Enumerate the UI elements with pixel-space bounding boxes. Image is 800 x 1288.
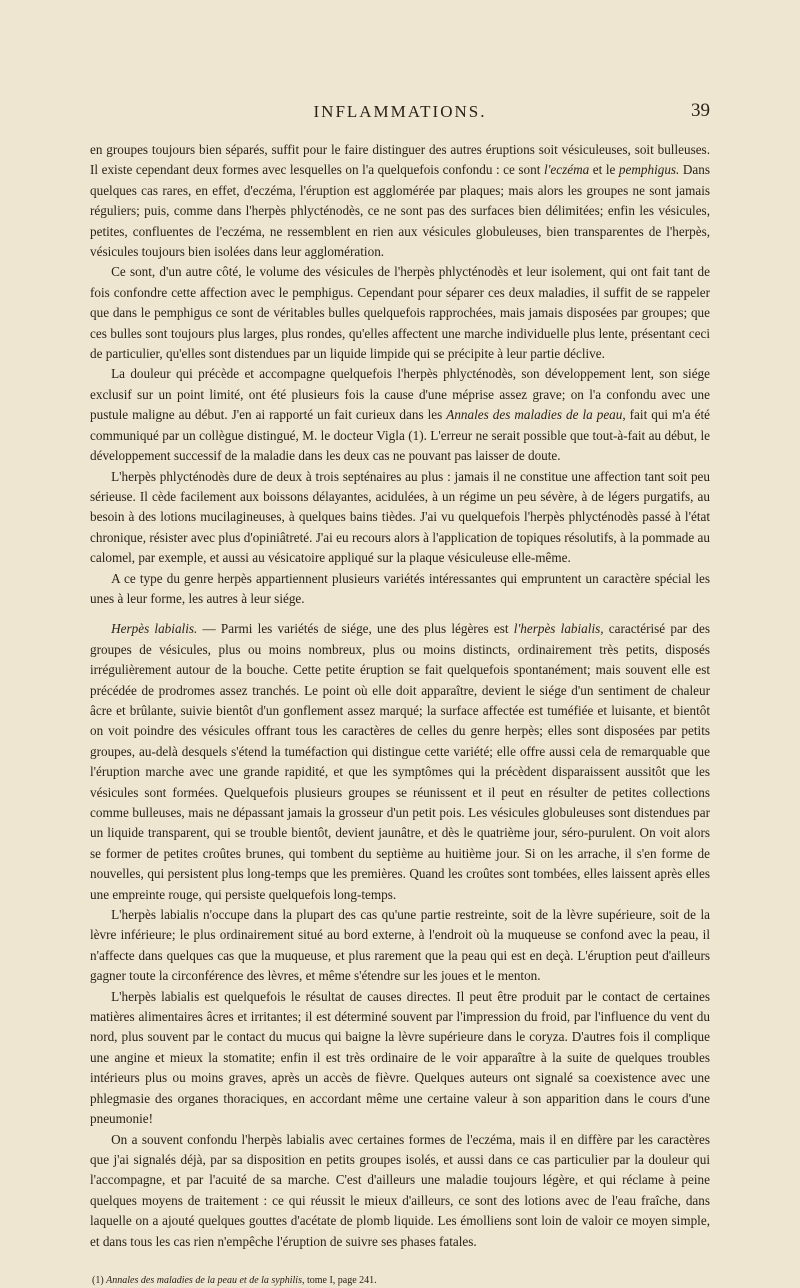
text-run: A ce type du genre herpès appartiennent plusieurs variétés intéressantes qui empruntent un caractère spécial les unes à leur forme, les autres à leur siége.: [90, 570, 710, 606]
text-run: L'herpès labialis est quelquefois le résultat de causes directes. Il peut être produit par le contact de certaines matières alimentaires âcres et irritantes; il est déterminé souvent par l'impression du froid, par l'influence du vent du nord, plus souvent par le contact du mucus qui baigne la lèvre supérieure dans le coryza. D'autres fois il complique une angine et mieux la stomatite; enfin il est très ordinaire de le voir apparaître à la suite de quelques troubles intérieurs plus ou moins graves, après un accès de fièvre. Quelques auteurs ont signalé sa coexistence avec une phlegmasie des organes thoraciques, en accordant même une certaine valeur à son apparition dans le cours d'une pneumonie!: [90, 988, 710, 1127]
text-run: Ce sont, d'un autre côté, le volume des vésicules de l'herpès phlycténodès et leur isolement, qui ont fait tant de fois confondre cette affection avec le pemphigus. Cependant pour séparer ces deux maladies, il suffit de se rappeler que dans le pemphigus ce sont de véritables bulles quelquefois rapprochées, mais jamais disposées par groupes; que ces bulles sont toujours plus larges, plus rondes, qu'elles affectent une marche individuelle plus lente, présentant ceci de particulier, qu'elles sont distendues par un liquide limpide qui se précipite à leur partie déclive.: [90, 264, 710, 362]
paragraph: [90, 569, 710, 610]
text-run: L'herpès phlycténodès dure de deux à trois septénaires au plus : jamais il ne constitue une affection tant soit peu sérieuse. Il cède facilement aux boissons délayantes, acidulées, à un régime un peu sévère, à de légers purgatifs, au besoin à des lotions mucilagineuses, à quelques bains tièdes. J'ai vu quelquefois l'herpès phlycténodès passé à l'état chronique, résister avec plus d'opiniâtreté. J'ai eu recours alors à l'application de topiques résolutifs, à la pommade au calomel, par exemple, et aussi au vésicatoire appliqué sur la plaque vésiculeuse elle-même.: [90, 468, 710, 566]
paragraph: [90, 987, 710, 1130]
paragraph: [90, 364, 710, 466]
text-run: On a souvent confondu l'herpès labialis avec certaines formes de l'eczéma, mais il en diffère par les caractères que j'ai signalés déjà, par sa disposition en petits groupes isolés, et aussi dans ce cas particulier par la douleur qui l'accompagne, et par l'acuité de sa marche. C'est d'ailleurs une maladie toujours légère, et qui réclame à peine quelques moyens de traitement : ce qui réussit le mieux d'ailleurs, ce sont des lotions avec de l'eau fraîche, dans laquelle on a ajouté quelques gouttes d'acétate de plomb liquide. Les émolliens sont loin de valoir ce moyen simple, et dans tous les cas rien n'empêche l'éruption de suivre ses phases fatales.: [90, 1131, 710, 1249]
text-run: Dans quelques cas rares, en effet, d'eczéma, l'éruption est agglomérée par plaques; mais alors les groupes ne sont jamais réguliers; puis, comme dans l'herpès phlycténodès, ce ne sont pas des surfaces bien délimitées; enfin les vésicules, petites, confluentes de l'eczéma, ne ressemblent en rien aux vésicules globuleuses, bien transparentes de l'herpès, vésicules toujours bien isolées dans leur agglomération.: [90, 162, 710, 260]
paragraph: [90, 619, 710, 905]
italic-text: l'herpès labialis,: [513, 621, 604, 637]
paragraph: [90, 262, 710, 364]
running-head: INFLAMMATIONS.: [313, 102, 487, 121]
paragraph: [90, 1130, 710, 1252]
italic-text: Annales des maladies de la peau et de la syphilis: [106, 1274, 302, 1286]
italic-text: Herpès labialis.: [111, 621, 198, 637]
text-run: , tome I, page 241.: [301, 1274, 377, 1286]
paragraph: [90, 140, 710, 262]
text-run: La douleur qui précède et accompagne quelquefois l'herpès phlycténodès, son développement lent, son siége exclusif sur un point limité, ont été plusieurs fois la cause d'une méprise assez grave; on l'a confondu avec une pustule maligne au début. J'en ai rapporté un fait curieux dans les: [90, 366, 710, 423]
page-number: 39: [691, 100, 710, 121]
text-run: , fait qui m'a été communiqué par un collègue distingué, M. le docteur Vigla (1). L'erreur ne serait possible que tout-à-fait au début, le développement successif de la maladie dans les deux cas ne pouvant pas laisser de doute.: [90, 407, 710, 464]
text-run: et le: [589, 162, 619, 178]
italic-text: Annales des maladies de la peau: [446, 407, 623, 423]
italic-text: l'eczéma: [543, 162, 590, 178]
text-run: L'herpès labialis n'occupe dans la plupart des cas qu'une partie restreinte, soit de la lèvre supérieure, soit de la lèvre inférieure; le plus ordinairement situé au bord externe, à l'endroit où la muqueuse se confond avec la peau, il n'affecte dans quelques cas que la muqueuse, et plus rarement que la peau qui est en deçà. L'éruption peut d'ailleurs gagner toute la circonférence des lèvres, et même s'étendre sur les joues et le menton.: [90, 907, 710, 984]
paragraph: [90, 467, 710, 569]
text-run: (1): [92, 1274, 107, 1286]
italic-text: pemphigus.: [618, 162, 680, 178]
text-run: — Parmi les variétés de siége, une des plus légères est: [197, 621, 514, 637]
page-header: [90, 100, 710, 128]
text-run: en groupes toujours bien séparés, suffit pour le faire distinguer des autres éruptions soit vésiculeuses, soit bulleuses. Il existe cependant deux formes avec lesquelles on l'a quelquefois confondu : ce sont: [90, 142, 710, 178]
paragraph: [90, 905, 710, 987]
footnote: [90, 1274, 710, 1288]
text-run: caractérisé par des groupes de vésicules, plus ou moins nombreux, plus ou moins distincts, ordinairement très petits, disposés irrégulièrement autour de la bouche. Cette petite éruption se fait quelquefois spontanément; mais souvent elle est précédée de prodromes assez tranchés. Le point où elle doit apparaître, devient le siége d'un sentiment de chaleur âcre et brûlante, suivie bientôt d'un gonflement assez marqué; la surface affectée est tuméfiée et luisante, et bientôt on voit poindre des vésicules offrant tous les caractères de celles du genre herpès; elles sont disposées par petits groupes, au-delà desquels s'étend la tuméfaction qui distingue cette variété; elle offre aussi cela de remarquable que l'éruption marche avec une grande rapidité, et que les symptômes qui la précèdent disparaissent aussitôt que les vésicules sont formées. Quelquefois plusieurs groupes se réunissent et il peut en résulter de petites collections comme bulleuses, mais ne dépassant jamais la grosseur d'un petit pois. Les vésicules globuleuses sont distendues par un liquide transparent, qui se trouble bientôt, devient jaunâtre, et dès le quatrième jour, séro-purulent. On voit alors se former de petites croûtes brunes, qui tombent du septième au huitième jour. Si on les arrache, il s'en forme de nouvelles, qui persistent plus long-temps que les premières. Quand les croûtes sont tombées, elles laissent après elles une empreinte rouge, qui persiste quelquefois long-temps.: [90, 621, 710, 902]
body-text: [90, 140, 710, 1252]
